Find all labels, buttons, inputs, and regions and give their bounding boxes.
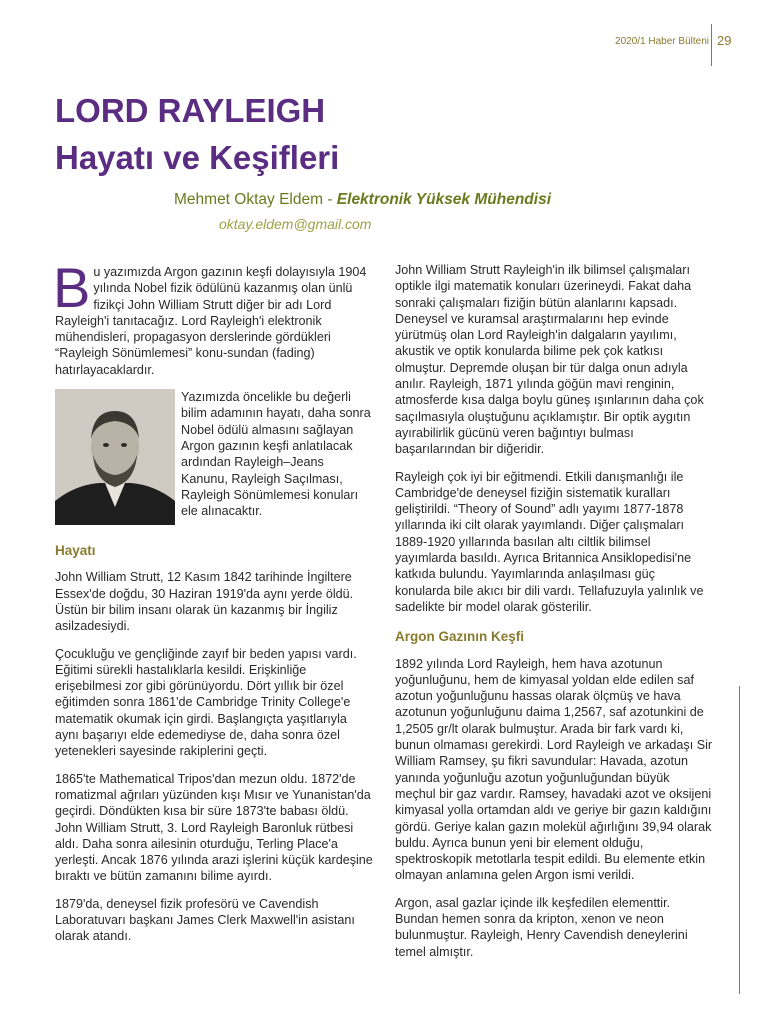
article-title: LORD RAYLEIGH [55,92,326,129]
paragraph: John William Strutt Rayleigh'in ilk bilimsel çalışmaları optikle ilgi matematik konuları üzerineydi. Fakat daha sonraki çalışmaları fiziğin bütün alanlarını kapsadı. Deneysel ve kuramsal araştırmalarını hep evinde yürütmüş olan Lord Rayleigh'in dalgaların yayılımı, akustik ve optik konularda bilime pek çok katkısı olmuştur. Depremde oluşan bir tür dalga onun adıyla anılır. Rayleigh, 1871 yılında göğün mavi renginin, atmosferde kısa dalga boylu güneş ışınlarının daha çok saçılmasıyla oluştuğunu açıklamıştır. Bir optik aygıtın ayırabilirlik gücünü veren bağıntıyı bulması başarılarından bir diğeridir. [395,263,704,457]
column-divider [739,686,740,994]
article-subtitle: Hayatı ve Keşifleri [55,139,340,176]
left-column [53,256,373,956]
paragraph: John William Strutt, 12 Kasım 1842 tarihinde İngiltere Essex'de doğdu, 30 Haziran 1919'da aynı yerde öldü. Üstün bir bilim insanı olarak ün kazanmış bir İngiliz asilzadesiydi. [55,570,354,634]
header-divider [711,24,712,66]
page-number: 29 [717,33,732,48]
section-heading-argon: Argon Gazının Keşfi [395,629,525,645]
portrait-illustration [55,389,175,525]
portrait-caption-text: Yazımızda öncelikle bu değerli bilim adamının hayatı, daha sonra Nobel ödülü almasını sağlayan Argon gazının keşfi anlatılacak ardından Rayleigh–Jeans Kanunu, Rayleigh Saçılması, Rayleigh Sönümlemesi konuları ele alınacaktır. [181,390,371,519]
paragraph: 1865'te Mathematical Tripos'dan mezun oldu. 1872'de romatizmal ağrıları yüzünden kışı Mısır ve Yunanistan'da geçirdi. Döndükten kısa bir süre 1873'te babası öldü. John William Strutt, 3. Lord Rayleigh Baronluk rütbesi aldı. Daha sonra ailesinin oturduğu, Terling Place'a yerleşti. Ancak 1876 yılında arazi işlerini küçük kardeşine bıraktı ve bütün zamanını bilime ayırdı. [55,771,373,884]
portrait-photo [55,389,175,525]
author-name: Mehmet Oktay Eldem - [174,191,337,208]
paragraph: Çocukluğu ve gençliğinde zayıf bir beden yapısı vardı. Eğitimi sürekli hastalıklarla kesildi. Erişkinliğe erişebilmesi zor gibi görünüyordu. Dört yıllık bir özel eğitimden sonra 1861'de Cambridge Trinity College'e matematik okumak için girdi. Başlangıçta yaşıtlarıyla aynı başarıyı elde edemediyse de, daha sonra özel yetenekleri sayesinde rakiplerini geçti. [55,646,357,759]
paragraph: Rayleigh çok iyi bir eğitmendi. Etkili danışmanlığı ile Cambridge'de deneysel fiziğin sistematik kuralları geliştirildi. “Theory of Sound” adlı yayımı 1877-1878 yıllarında iki cilt olarak yayımlandı. Diğer çalışmaları 1889-1920 yıllarında basılan altı ciltlik bilimsel yayımlarda basıldı. Ayrıca Britannica Ansiklopedisi'ne katkıda bulundu. Yayımlarında anlaşılması güç konularda bile akıcı bir dili vardı. Tellafuzuyla yalınlık ve sadelikte bir model olarak gösterilir. [395,469,704,614]
intro-text: u yazımızda Argon gazının keşfi dolayısıyla 1904 yılında Nobel fizik ödülünü kazanmış olan ünlü fizikçi John William Strutt diğer bir adı Lord Rayleigh'i tanıtacağız. Lord Rayleigh'i elektronik mühendisleri, propagasyon derslerinde gördükleri “Rayleigh Sönümlemesi” konu-sundan (fading) hatırlayacaklardır. [55,265,367,377]
drop-cap: B [53,256,91,319]
paragraph: 1879'da, deneysel fizik profesörü ve Cavendish Laboratuvarı başkanı James Clerk Maxwell'in asistanı olarak atandı. [55,896,355,944]
issue-label: 2020/1 Haber Bülteni [615,36,709,47]
author-email[interactable]: oktay.eldem@gmail.com [219,216,372,232]
portrait-block [55,389,373,525]
paragraph: 1892 yılında Lord Rayleigh, hem hava azotunun yoğunluğunu, hem de kimyasal yoldan elde edilen saf azotun yoğunluğunu hassas olarak ölçmüş ve hava azotunun yoğunluğunu daima 1,2567, saf azotunkini de 1,2505 gr/lt olarak bulmuştur. Arada bir fark vardı ki, bunun olmaması gerekirdi. Lord Rayleigh ve arkadaşı Sir William Ramsey, şu fikri savundular: Havada, azotun yanında yoğunluğu azotun yoğunluğundan büyük meçhul bir gaz vardır. Ramsey, havadaki azot ve oksijeni kimyasal yolla ortamdan aldı ve geriye bir gazın kaldığını gördü. Geriye kalan gazın molekül ağırlığını 39,94 olarak buldu. Ayrıca bunun yeni bir element olduğu, spektroskopik metotlarla tespit edildi. Bu elemente etkin olmayan anlamına gelen Argon ismi verildi. [395,656,713,883]
paragraph: Argon, asal gazlar içinde ilk keşfedilen elementtir. Bundan hemen sonra da kripton, xenon ve neon bulunmuştur. Rayleigh, Henry Cavendish deneylerini temel almıştır. [395,895,688,959]
intro-paragraph [53,256,373,378]
author-line [174,191,551,209]
right-column [395,262,713,971]
section-heading-hayati: Hayatı [55,543,96,559]
author-role: Elektronik Yüksek Mühendisi [336,191,551,208]
